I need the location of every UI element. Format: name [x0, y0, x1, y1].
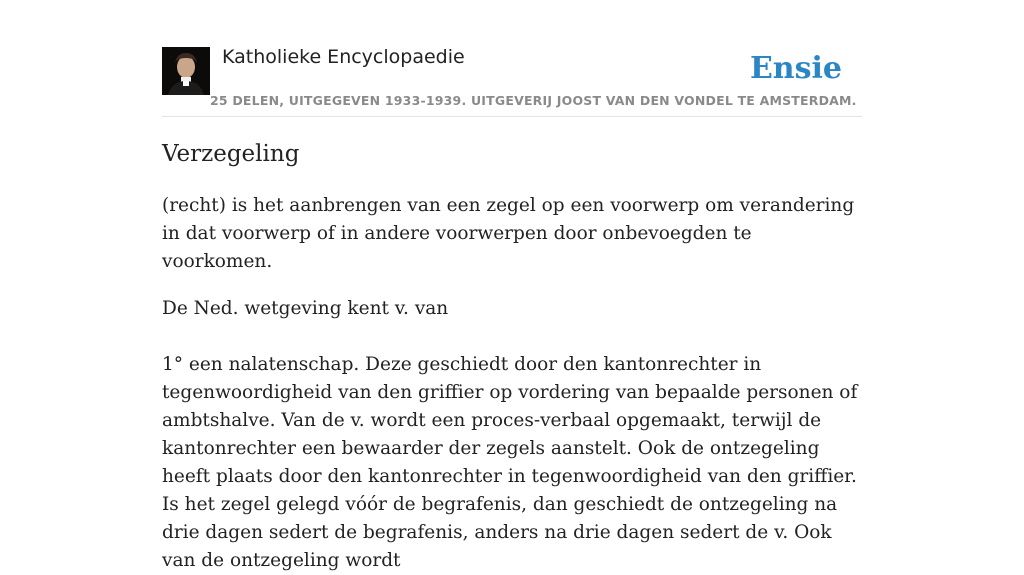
article-paragraph: De Ned. wetgeving kent v. van: [162, 298, 449, 319]
portrait-icon: [162, 47, 210, 95]
source-avatar[interactable]: [162, 47, 210, 95]
article-title: Verzegeling: [162, 141, 300, 167]
article-paragraph: (recht) is het aanbrengen van een zegel op een voorwerp om verandering in dat voorwerp of in andere voorwerpen door onbevoegden te voorkomen.: [162, 195, 855, 272]
article-paragraph: 1° een nalatenschap. Deze geschiedt door den kantonrechter in tegenwoordigheid van den griffier op vordering van bepaalde personen of ambtshalve. Van de v. wordt een proces-verbaal opgemaakt, terwijl de kantonrechter een bewaarder der zegels aanstelt. Ook de ontzegeling heeft plaats door den kantonrechter in tegenwoordigheid van den griffier. Is het zegel gelegd vóór de begrafenis, dan geschiedt de ontzegeling na drie dagen sedert de begrafenis, anders na drie dagen sedert de v. Ook van de ontzegeling wordt: [162, 354, 858, 571]
article: [162, 138, 867, 575]
source-subtitle: 25 DELEN, UITGEGEVEN 1933-1939. UITGEVERIJ JOOST VAN DEN VONDEL TE AMSTERDAM.: [210, 93, 857, 108]
source-header: [162, 45, 862, 117]
source-title[interactable]: Katholieke Encyclopaedie: [222, 46, 465, 68]
brand-logo[interactable]: Ensie: [749, 51, 842, 86]
